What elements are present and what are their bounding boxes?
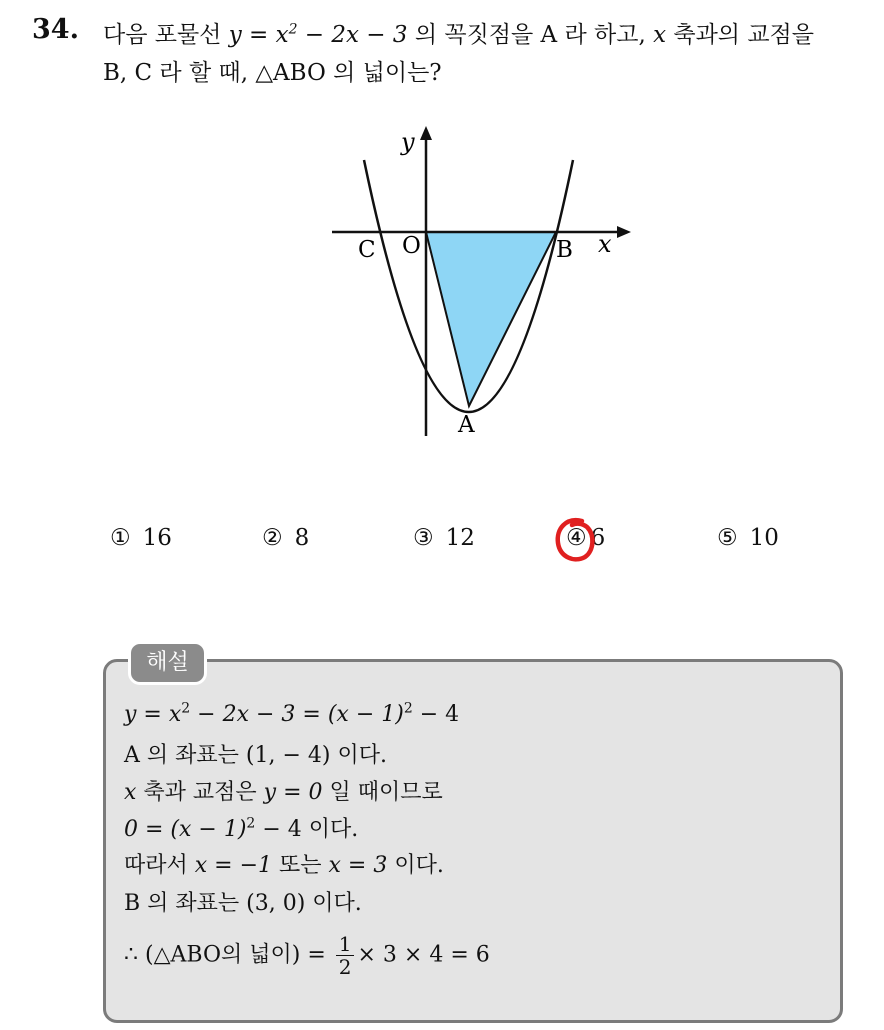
choice-value: 6 (590, 525, 606, 551)
explanation-line-1: $y = x^2 - 2x - 3 = (x - 1)^2 - 4$ (124, 700, 460, 727)
point-o-label: O (402, 233, 421, 259)
choice-number: ⑤ (717, 525, 738, 551)
question-text: 다음 포물선 (103, 22, 229, 48)
parabola-equation: $y = x^2 - 2x - 3$ (228, 21, 408, 48)
explanation-line-2: A 의 좌표는 (1, − 4) 이다. (124, 743, 387, 768)
x-variable: x (653, 22, 667, 48)
parabola-figure (325, 120, 645, 450)
question-text-line-2: B, C 라 할 때, △ABO 의 넓이는? (103, 60, 442, 86)
question-text: 의 꼭짓점을 A 라 하고, (407, 22, 654, 48)
explanation-label: 해설 (128, 641, 207, 685)
fraction-one-half: $\frac{1}{2}$ (336, 933, 355, 978)
question-text: 축과의 교점을 (666, 22, 814, 48)
choice-number: ④ (566, 525, 587, 551)
x-axis-arrow (617, 226, 631, 238)
explanation-line-3: x 축과 교점은 y = 0 일 때이므로 (124, 780, 443, 805)
point-b-label: B (556, 237, 573, 263)
choice-value: 10 (749, 525, 779, 551)
question-text-line-1 (103, 16, 814, 49)
point-c-label: C (358, 237, 376, 263)
answer-choices (0, 525, 884, 565)
point-a-label: A (458, 412, 475, 438)
choice-3[interactable] (413, 525, 475, 551)
triangle-abo (426, 232, 556, 406)
choice-5[interactable] (717, 525, 779, 551)
answer-mark-circle (552, 515, 598, 565)
y-axis-label: y (401, 128, 415, 156)
choice-number: ③ (413, 525, 434, 551)
question-number: 34. (32, 14, 79, 45)
choice-value: 12 (445, 525, 475, 551)
y-axis-arrow (420, 126, 432, 140)
parabola-graph (325, 120, 645, 450)
choice-1[interactable] (110, 525, 172, 551)
x-axis-label: x (598, 230, 612, 258)
choice-number: ② (262, 525, 283, 551)
explanation-line-4: $0 = (x - 1)^2 - 4$ 이다. (124, 815, 359, 842)
explanation-line-5: 따라서 x = −1 또는 x = 3 이다. (124, 853, 444, 878)
choice-2[interactable] (262, 525, 309, 551)
choice-value: 8 (294, 525, 310, 551)
explanation-line-7: ∴ (△ABO의 넓이) = $\frac{1}{2}$ × 3 × 4 = 6 (124, 932, 490, 979)
explanation-line-6: B 의 좌표는 (3, 0) 이다. (124, 891, 362, 916)
choice-number: ① (110, 525, 131, 551)
choice-value: 16 (142, 525, 172, 551)
